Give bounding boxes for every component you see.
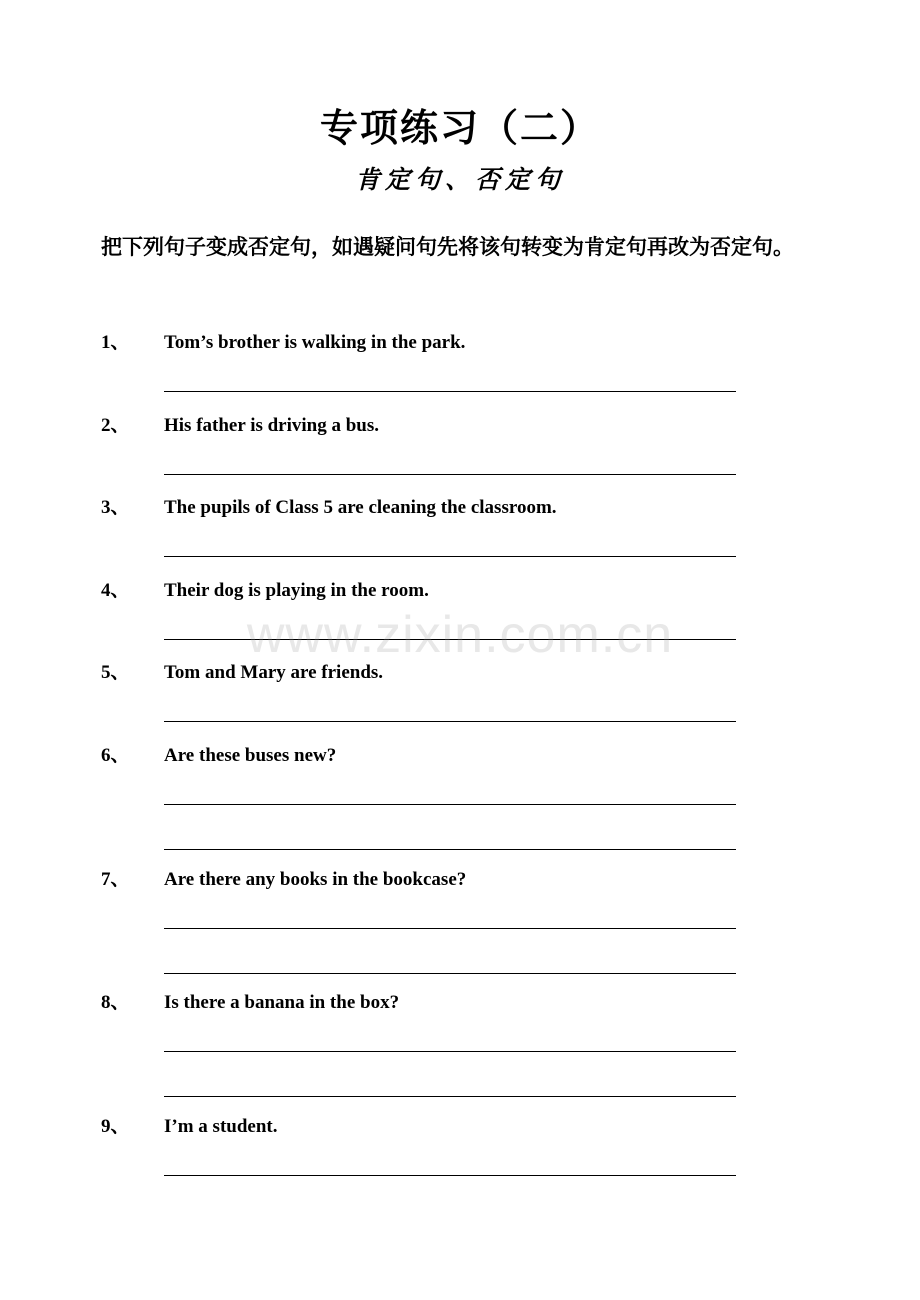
exercise-number: 6、 bbox=[101, 745, 130, 766]
exercise-sentence: Tom and Mary are friends. bbox=[164, 662, 384, 683]
exercise-number: 5、 bbox=[101, 662, 130, 683]
exercise-number: 8、 bbox=[101, 992, 130, 1013]
watermark: www.zixin.com.cn bbox=[246, 606, 674, 664]
exercise-sentence: Are there any books in the bookcase? bbox=[164, 869, 467, 890]
exercise-sentence: His father is driving a bus. bbox=[164, 415, 380, 436]
answer-line[interactable] bbox=[164, 391, 736, 392]
answer-line[interactable] bbox=[164, 721, 736, 722]
exercise-sentence: Is there a banana in the box? bbox=[164, 992, 400, 1013]
exercise-sentence: The pupils of Class 5 are cleaning the classroom. bbox=[164, 497, 557, 518]
exercise-sentence: Their dog is playing in the room. bbox=[164, 580, 429, 601]
page-subtitle: 肯定句、否定句 bbox=[354, 165, 565, 194]
exercise-number: 1、 bbox=[101, 332, 130, 353]
exercise-number: 2、 bbox=[101, 415, 130, 436]
exercise-number: 9、 bbox=[101, 1116, 130, 1137]
exercise-number: 3、 bbox=[101, 497, 130, 518]
exercise-sentence: Are these buses new? bbox=[164, 745, 337, 766]
answer-line[interactable] bbox=[164, 973, 736, 974]
answer-line[interactable] bbox=[164, 474, 736, 475]
answer-line[interactable] bbox=[164, 849, 736, 850]
exercise-sentence: Tom’s brother is walking in the park. bbox=[164, 332, 466, 353]
answer-line[interactable] bbox=[164, 1051, 736, 1052]
page-title: 专项练习（二） bbox=[319, 106, 600, 150]
exercise-sentence: I’m a student. bbox=[164, 1116, 278, 1137]
answer-line[interactable] bbox=[164, 804, 736, 805]
answer-line[interactable] bbox=[164, 1096, 736, 1097]
answer-line[interactable] bbox=[164, 928, 736, 929]
answer-line[interactable] bbox=[164, 1175, 736, 1176]
exercise-number: 7、 bbox=[101, 869, 130, 890]
instruction-text: 把下列句子变成否定句，如遇疑问句先将该句转变为肯定句再改为否定句。 bbox=[101, 235, 794, 259]
answer-line[interactable] bbox=[164, 639, 736, 640]
answer-line[interactable] bbox=[164, 556, 736, 557]
exercise-number: 4、 bbox=[101, 580, 130, 601]
